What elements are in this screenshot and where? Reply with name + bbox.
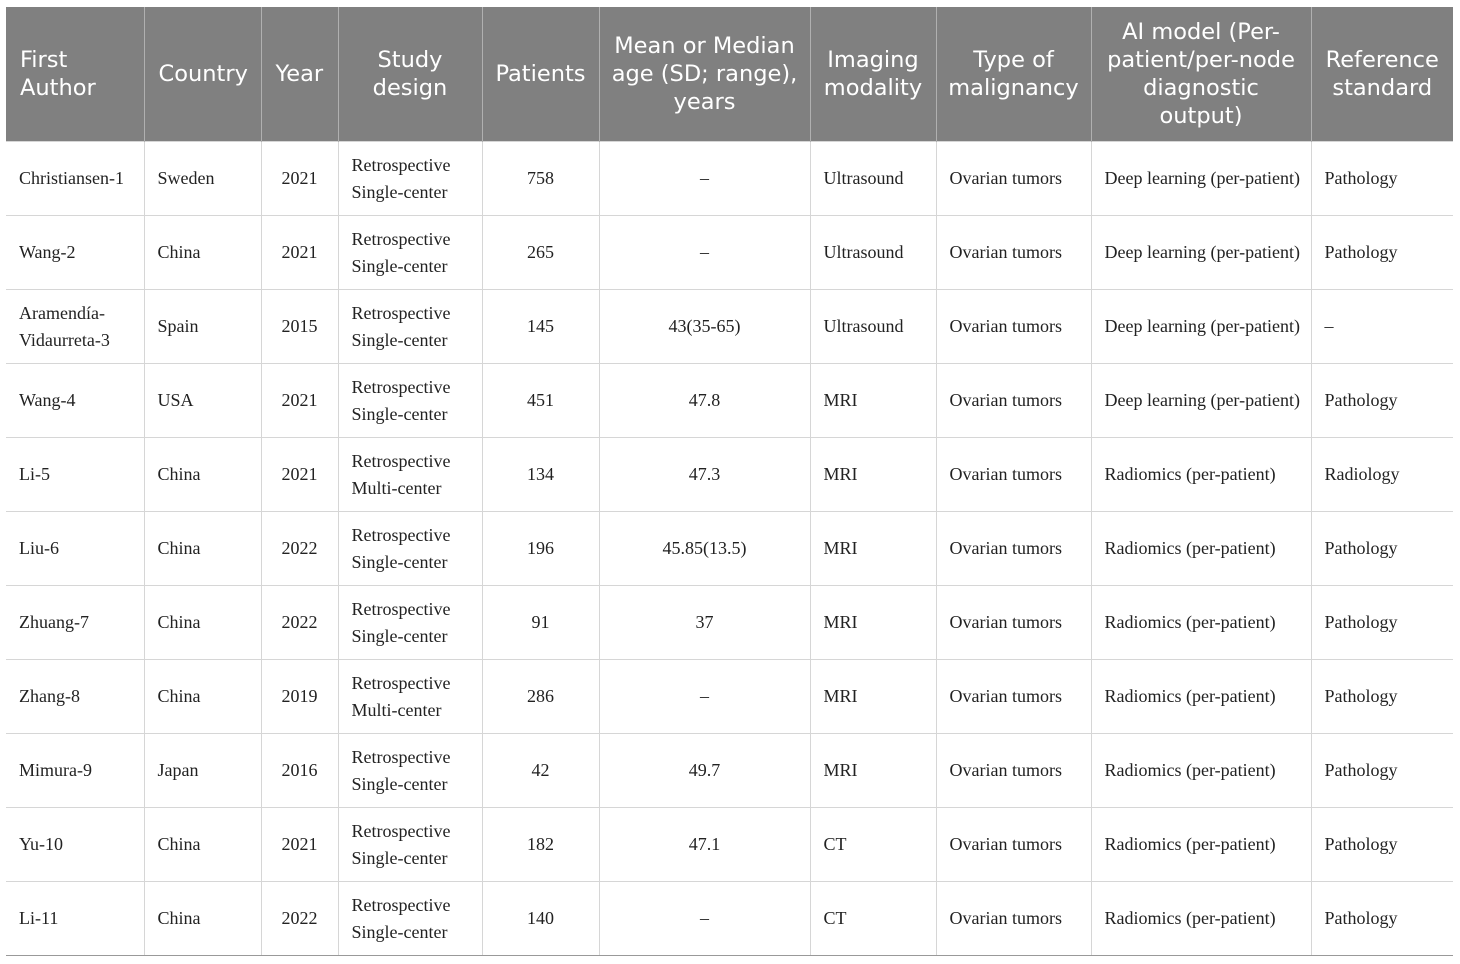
cell-imaging-modality: Ultrasound xyxy=(810,290,936,364)
cell-study-design: Retrospective Single-center xyxy=(338,290,482,364)
cell-study-design: Retrospective Single-center xyxy=(338,364,482,438)
table-row xyxy=(6,882,1453,956)
cell-country: China xyxy=(144,882,261,956)
cell-first-author: Wang-2 xyxy=(6,216,144,290)
cell-malignancy-type: Ovarian tumors xyxy=(936,808,1091,882)
cell-year: 2022 xyxy=(261,882,338,956)
cell-ai-model: Radiomics (per-patient) xyxy=(1091,512,1311,586)
cell-country: Sweden xyxy=(144,142,261,216)
cell-first-author: Li-11 xyxy=(6,882,144,956)
cell-year: 2021 xyxy=(261,438,338,512)
cell-reference-standard: Pathology xyxy=(1311,660,1453,734)
cell-imaging-modality: MRI xyxy=(810,660,936,734)
cell-reference-standard: Radiology xyxy=(1311,438,1453,512)
table-row xyxy=(6,512,1453,586)
cell-study-design: Retrospective Multi-center xyxy=(338,660,482,734)
cell-ai-model: Deep learning (per-patient) xyxy=(1091,364,1311,438)
cell-ai-model: Radiomics (per-patient) xyxy=(1091,882,1311,956)
table-row xyxy=(6,586,1453,660)
cell-ai-model: Radiomics (per-patient) xyxy=(1091,734,1311,808)
cell-malignancy-type: Ovarian tumors xyxy=(936,734,1091,808)
cell-country: Spain xyxy=(144,290,261,364)
cell-imaging-modality: Ultrasound xyxy=(810,142,936,216)
cell-reference-standard: – xyxy=(1311,290,1453,364)
cell-year: 2016 xyxy=(261,734,338,808)
header-reference-standard: Reference standard xyxy=(1311,7,1453,142)
cell-imaging-modality: MRI xyxy=(810,734,936,808)
cell-age: 37 xyxy=(599,586,810,660)
cell-year: 2021 xyxy=(261,364,338,438)
cell-country: China xyxy=(144,660,261,734)
cell-malignancy-type: Ovarian tumors xyxy=(936,438,1091,512)
cell-study-design: Retrospective Single-center xyxy=(338,142,482,216)
cell-year: 2019 xyxy=(261,660,338,734)
cell-malignancy-type: Ovarian tumors xyxy=(936,290,1091,364)
cell-age: – xyxy=(599,216,810,290)
table-row xyxy=(6,438,1453,512)
cell-age: 47.1 xyxy=(599,808,810,882)
header-ai-model: AI model (Per-patient/per-node diagnostic output) xyxy=(1091,7,1311,142)
cell-patients: 134 xyxy=(482,438,599,512)
cell-reference-standard: Pathology xyxy=(1311,808,1453,882)
cell-patients: 758 xyxy=(482,142,599,216)
cell-country: China xyxy=(144,512,261,586)
cell-age: 47.3 xyxy=(599,438,810,512)
cell-first-author: Aramendía-Vidaurreta-3 xyxy=(6,290,144,364)
cell-reference-standard: Pathology xyxy=(1311,142,1453,216)
cell-malignancy-type: Ovarian tumors xyxy=(936,512,1091,586)
cell-study-design: Retrospective Single-center xyxy=(338,808,482,882)
cell-patients: 140 xyxy=(482,882,599,956)
cell-reference-standard: Pathology xyxy=(1311,216,1453,290)
header-imaging-modality: Imaging modality xyxy=(810,7,936,142)
table-row xyxy=(6,364,1453,438)
cell-patients: 91 xyxy=(482,586,599,660)
cell-reference-standard: Pathology xyxy=(1311,734,1453,808)
cell-first-author: Li-5 xyxy=(6,438,144,512)
cell-country: China xyxy=(144,808,261,882)
header-row xyxy=(6,7,1453,142)
table-row xyxy=(6,216,1453,290)
cell-ai-model: Deep learning (per-patient) xyxy=(1091,142,1311,216)
cell-age: 43(35-65) xyxy=(599,290,810,364)
cell-age: – xyxy=(599,882,810,956)
header-country: Country xyxy=(144,7,261,142)
cell-patients: 42 xyxy=(482,734,599,808)
cell-country: Japan xyxy=(144,734,261,808)
cell-ai-model: Deep learning (per-patient) xyxy=(1091,290,1311,364)
cell-reference-standard: Pathology xyxy=(1311,882,1453,956)
cell-study-design: Retrospective Single-center xyxy=(338,512,482,586)
cell-patients: 196 xyxy=(482,512,599,586)
cell-first-author: Yu-10 xyxy=(6,808,144,882)
cell-study-design: Retrospective Multi-center xyxy=(338,438,482,512)
cell-first-author: Wang-4 xyxy=(6,364,144,438)
cell-country: USA xyxy=(144,364,261,438)
cell-age: – xyxy=(599,142,810,216)
cell-age: – xyxy=(599,660,810,734)
table-row xyxy=(6,142,1453,216)
cell-ai-model: Radiomics (per-patient) xyxy=(1091,586,1311,660)
cell-malignancy-type: Ovarian tumors xyxy=(936,586,1091,660)
table-body xyxy=(6,142,1453,956)
cell-age: 49.7 xyxy=(599,734,810,808)
cell-patients: 286 xyxy=(482,660,599,734)
table-row xyxy=(6,660,1453,734)
cell-patients: 265 xyxy=(482,216,599,290)
cell-imaging-modality: CT xyxy=(810,882,936,956)
cell-first-author: Zhang-8 xyxy=(6,660,144,734)
cell-malignancy-type: Ovarian tumors xyxy=(936,882,1091,956)
cell-first-author: Zhuang-7 xyxy=(6,586,144,660)
cell-imaging-modality: Ultrasound xyxy=(810,216,936,290)
cell-year: 2021 xyxy=(261,142,338,216)
cell-reference-standard: Pathology xyxy=(1311,586,1453,660)
header-malignancy-type: Type of malignancy xyxy=(936,7,1091,142)
cell-reference-standard: Pathology xyxy=(1311,512,1453,586)
cell-imaging-modality: MRI xyxy=(810,586,936,660)
cell-imaging-modality: CT xyxy=(810,808,936,882)
table-row xyxy=(6,808,1453,882)
cell-malignancy-type: Ovarian tumors xyxy=(936,364,1091,438)
cell-ai-model: Radiomics (per-patient) xyxy=(1091,808,1311,882)
cell-country: China xyxy=(144,216,261,290)
cell-patients: 145 xyxy=(482,290,599,364)
cell-first-author: Mimura-9 xyxy=(6,734,144,808)
table-row xyxy=(6,290,1453,364)
cell-patients: 182 xyxy=(482,808,599,882)
cell-ai-model: Radiomics (per-patient) xyxy=(1091,660,1311,734)
cell-year: 2022 xyxy=(261,586,338,660)
cell-year: 2021 xyxy=(261,808,338,882)
header-study-design: Study design xyxy=(338,7,482,142)
cell-study-design: Retrospective Single-center xyxy=(338,586,482,660)
header-age: Mean or Median age (SD; range), years xyxy=(599,7,810,142)
cell-year: 2015 xyxy=(261,290,338,364)
cell-study-design: Retrospective Single-center xyxy=(338,734,482,808)
table-row xyxy=(6,734,1453,808)
cell-age: 45.85(13.5) xyxy=(599,512,810,586)
cell-country: China xyxy=(144,586,261,660)
cell-study-design: Retrospective Single-center xyxy=(338,216,482,290)
cell-ai-model: Radiomics (per-patient) xyxy=(1091,438,1311,512)
cell-year: 2022 xyxy=(261,512,338,586)
cell-ai-model: Deep learning (per-patient) xyxy=(1091,216,1311,290)
cell-malignancy-type: Ovarian tumors xyxy=(936,660,1091,734)
cell-imaging-modality: MRI xyxy=(810,438,936,512)
header-first-author: First Author xyxy=(6,7,144,142)
cell-first-author: Liu-6 xyxy=(6,512,144,586)
cell-country: China xyxy=(144,438,261,512)
study-characteristics-table xyxy=(6,7,1453,956)
cell-malignancy-type: Ovarian tumors xyxy=(936,142,1091,216)
cell-study-design: Retrospective Single-center xyxy=(338,882,482,956)
cell-reference-standard: Pathology xyxy=(1311,364,1453,438)
header-patients: Patients xyxy=(482,7,599,142)
cell-malignancy-type: Ovarian tumors xyxy=(936,216,1091,290)
cell-patients: 451 xyxy=(482,364,599,438)
cell-first-author: Christiansen-1 xyxy=(6,142,144,216)
cell-imaging-modality: MRI xyxy=(810,364,936,438)
header-year: Year xyxy=(261,7,338,142)
cell-year: 2021 xyxy=(261,216,338,290)
cell-imaging-modality: MRI xyxy=(810,512,936,586)
cell-age: 47.8 xyxy=(599,364,810,438)
